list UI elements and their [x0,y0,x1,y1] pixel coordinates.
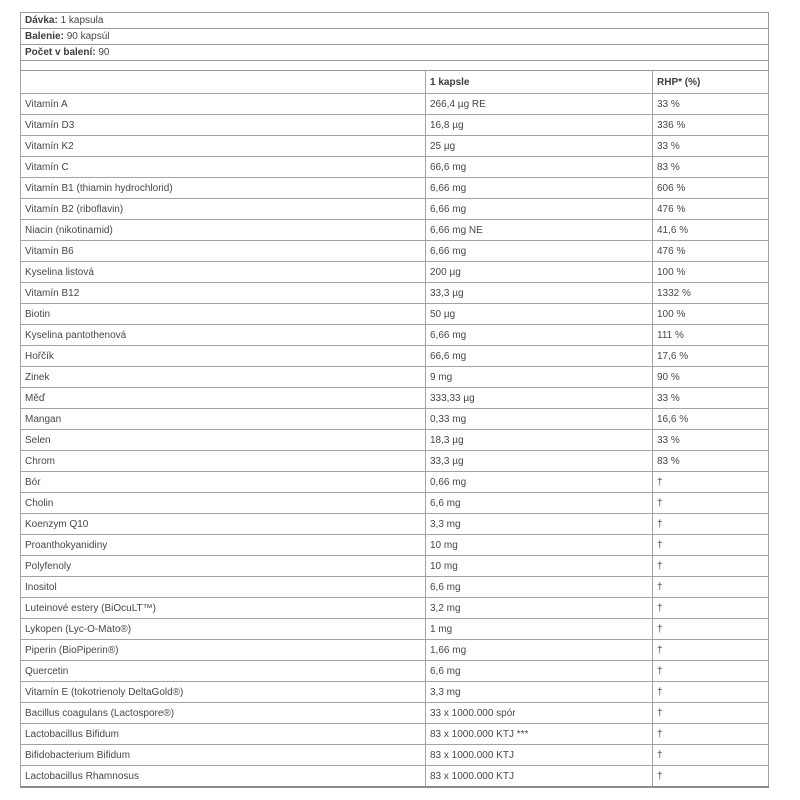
meta-value: 1 kapsula [60,15,104,26]
ingredient-name-cell: Vitamín C [21,157,426,178]
table-row [21,409,769,430]
rhp-cell: 111 % [653,325,769,346]
table-row [21,598,769,619]
table-row [21,535,769,556]
table-row [21,136,769,157]
rhp-cell: 33 % [653,430,769,451]
ingredient-name-cell: Hořčík [21,346,426,367]
amount-cell: 3,3 mg [426,682,653,703]
spacer-cell [21,61,769,71]
table-row [21,493,769,514]
rhp-cell: 33 % [653,136,769,157]
supplement-facts-sheet [20,12,768,788]
amount-cell: 266,4 µg RE [426,94,653,115]
meta-label: Počet v balení: [25,47,96,58]
amount-cell: 6,6 mg [426,577,653,598]
rhp-cell: † [653,514,769,535]
table-row [21,430,769,451]
ingredient-name-cell: Vitamín E (tokotrienoly DeltaGold®) [21,682,426,703]
ingredient-name-cell: Vitamín B2 (riboflavin) [21,199,426,220]
spacer-rows [21,61,769,71]
rhp-cell: 83 % [653,451,769,472]
table-row [21,262,769,283]
table-row [21,304,769,325]
meta-row [21,45,769,61]
ingredient-name-cell: Bifidobacterium Bifidum [21,745,426,766]
amount-cell: 9 mg [426,367,653,388]
ingredient-name-cell: Kyselina listová [21,262,426,283]
amount-cell: 6,6 mg [426,661,653,682]
ingredient-name-cell: Luteinové estery (BiOcuLT™) [21,598,426,619]
ingredient-name-cell: Lykopen (Lyc-O-Mato®) [21,619,426,640]
ingredient-name-cell: Bór [21,472,426,493]
rhp-cell: † [653,682,769,703]
amount-cell: 0,66 mg [426,472,653,493]
amount-cell: 333,33 µg [426,388,653,409]
amount-cell: 33,3 µg [426,451,653,472]
amount-cell: 16,8 µg [426,115,653,136]
table-row [21,640,769,661]
table-row [21,724,769,745]
rhp-cell: † [653,493,769,514]
ingredient-name-cell: Koenzym Q10 [21,514,426,535]
rhp-cell: † [653,745,769,766]
rhp-cell: † [653,556,769,577]
rhp-cell: † [653,661,769,682]
rhp-cell: 17,6 % [653,346,769,367]
table-row [21,178,769,199]
amount-cell: 6,66 mg NE [426,220,653,241]
amount-cell: 66,6 mg [426,157,653,178]
table-row [21,661,769,682]
amount-cell: 6,66 mg [426,199,653,220]
rhp-cell: 476 % [653,241,769,262]
amount-cell: 83 x 1000.000 KTJ [426,745,653,766]
ingredient-name-cell: Lactobacillus Rhamnosus [21,766,426,788]
ingredient-name-cell: Proanthokyanidiny [21,535,426,556]
table-row [21,199,769,220]
header-rows [21,71,769,94]
ingredient-name-cell: Vitamín K2 [21,136,426,157]
meta-row [21,13,769,29]
meta-row [21,29,769,45]
table-header-row [21,71,769,94]
ingredient-name-cell: Chrom [21,451,426,472]
rhp-cell: 90 % [653,367,769,388]
table-row [21,241,769,262]
table-row [21,115,769,136]
meta-label: Balenie: [25,31,64,42]
amount-cell: 3,3 mg [426,514,653,535]
amount-cell: 33,3 µg [426,283,653,304]
rhp-cell: † [653,577,769,598]
rhp-cell: 476 % [653,199,769,220]
rhp-cell: † [653,472,769,493]
rhp-cell: 100 % [653,304,769,325]
table-row [21,451,769,472]
meta-cell [21,29,769,45]
table-row [21,388,769,409]
meta-rows [21,13,769,61]
table-row [21,94,769,115]
ingredient-name-cell: Zinek [21,367,426,388]
amount-cell: 50 µg [426,304,653,325]
ingredient-name-cell: Vitamín A [21,94,426,115]
amount-cell: 25 µg [426,136,653,157]
ingredient-name-cell: Bacillus coagulans (Lactospore®) [21,703,426,724]
amount-cell: 6,66 mg [426,325,653,346]
meta-label: Dávka: [25,15,58,26]
rhp-cell: 100 % [653,262,769,283]
table-row [21,682,769,703]
rhp-cell: 16,6 % [653,409,769,430]
amount-cell: 200 µg [426,262,653,283]
amount-cell: 66,6 mg [426,346,653,367]
amount-cell: 83 x 1000.000 KTJ *** [426,724,653,745]
ingredient-name-cell: Kyselina pantothenová [21,325,426,346]
table-row [21,220,769,241]
amount-cell: 3,2 mg [426,598,653,619]
amount-cell: 18,3 µg [426,430,653,451]
amount-cell: 33 x 1000.000 spór [426,703,653,724]
table-row [21,556,769,577]
ingredient-name-cell: Polyfenoly [21,556,426,577]
data-rows [21,94,769,788]
rhp-cell: † [653,598,769,619]
rhp-cell: † [653,619,769,640]
table-row [21,346,769,367]
table-row [21,325,769,346]
header-rhp-cell: RHP* (%) [653,71,769,94]
ingredient-name-cell: Vitamín B12 [21,283,426,304]
rhp-cell: 1332 % [653,283,769,304]
table-row [21,766,769,788]
amount-cell: 1 mg [426,619,653,640]
header-dose-cell: 1 kapsle [426,71,653,94]
ingredient-name-cell: Biotin [21,304,426,325]
amount-cell: 83 x 1000.000 KTJ [426,766,653,788]
rhp-cell: † [653,703,769,724]
ingredient-name-cell: Inositol [21,577,426,598]
table-row [21,514,769,535]
rhp-cell: † [653,766,769,788]
ingredient-name-cell: Lactobacillus Bifidum [21,724,426,745]
ingredient-name-cell: Piperin (BioPiperin®) [21,640,426,661]
supplement-facts-table [20,12,769,788]
rhp-cell: 336 % [653,115,769,136]
rhp-cell: 41,6 % [653,220,769,241]
ingredient-name-cell: Selen [21,430,426,451]
ingredient-name-cell: Vitamín B6 [21,241,426,262]
table-row [21,157,769,178]
ingredient-name-cell: Měď [21,388,426,409]
ingredient-name-cell: Quercetin [21,661,426,682]
meta-value: 90 [98,47,110,58]
table-row [21,283,769,304]
rhp-cell: 33 % [653,388,769,409]
amount-cell: 10 mg [426,556,653,577]
spacer-row [21,61,769,71]
table-row [21,619,769,640]
header-ingredient-cell [21,71,426,94]
meta-cell [21,13,769,29]
table-row [21,472,769,493]
rhp-cell: 83 % [653,157,769,178]
rhp-cell: † [653,724,769,745]
table-row [21,745,769,766]
ingredient-name-cell: Mangan [21,409,426,430]
meta-value: 90 kapsúl [66,31,110,42]
amount-cell: 6,66 mg [426,241,653,262]
amount-cell: 1,66 mg [426,640,653,661]
rhp-cell: 606 % [653,178,769,199]
rhp-cell: 33 % [653,94,769,115]
table-row [21,577,769,598]
rhp-cell: † [653,535,769,556]
table-row [21,703,769,724]
amount-cell: 6,6 mg [426,493,653,514]
ingredient-name-cell: Vitamín D3 [21,115,426,136]
ingredient-name-cell: Vitamín B1 (thiamin hydrochlorid) [21,178,426,199]
ingredient-name-cell: Cholin [21,493,426,514]
table-row [21,367,769,388]
rhp-cell: † [653,640,769,661]
amount-cell: 10 mg [426,535,653,556]
amount-cell: 6,66 mg [426,178,653,199]
ingredient-name-cell: Niacin (nikotinamid) [21,220,426,241]
amount-cell: 0,33 mg [426,409,653,430]
meta-cell [21,45,769,61]
